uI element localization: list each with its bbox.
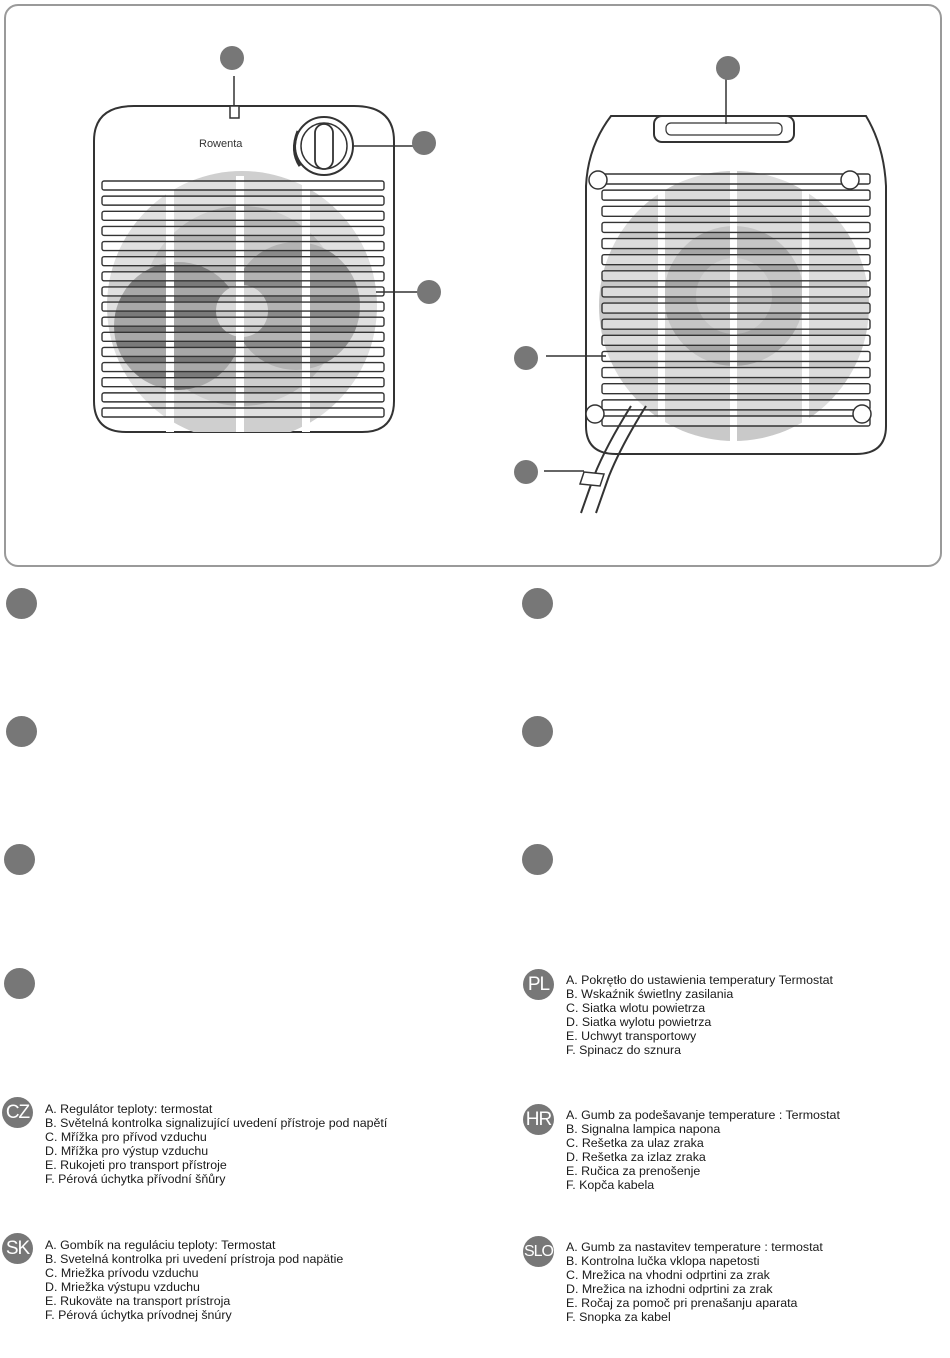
legend-item: A. Gumb za podešavanje temperature : Termostat [566, 1108, 840, 1122]
grille-slat [602, 351, 870, 361]
legend-item: B. Kontrolna lučka vklopa napetosti [566, 1254, 760, 1269]
grille-slat [102, 332, 384, 341]
legend-item: F. Snopka za kabel [566, 1310, 671, 1325]
callout-marker [514, 460, 538, 484]
language-badge [522, 716, 553, 747]
grille-slat [102, 408, 384, 417]
grille-slat [602, 222, 870, 232]
legend-item: C. Rešetka za ulaz zraka [566, 1136, 704, 1151]
language-badge [6, 588, 37, 619]
grille-slat [602, 255, 870, 265]
grille-slat [102, 257, 384, 266]
grille-slat [602, 190, 870, 200]
legend-item: E. Ročaj za pomoč pri prenašanju aparata [566, 1296, 798, 1311]
grille-slat [102, 363, 384, 372]
heater-back-view [544, 78, 886, 513]
legend-item: A. Gombík na reguláciu teploty: Termostat [45, 1238, 276, 1252]
legend-item: E. Uchwyt transportowy [566, 1029, 697, 1044]
brand-logo: Rowenta [199, 138, 243, 150]
legend-item: F. Kopča kabela [566, 1178, 655, 1193]
legend-item: A. Pokrętło do ustawienia temperatury Termostat [566, 973, 833, 987]
grille-slat [102, 181, 384, 190]
language-badge-hr: HR [523, 1104, 554, 1135]
grille-slat [602, 416, 870, 426]
callout-marker [417, 280, 441, 304]
callout-marker [220, 46, 244, 70]
grille-slat [602, 174, 870, 184]
grille-slat [102, 287, 384, 296]
legend-pl [566, 973, 833, 1058]
grille-slat [602, 400, 870, 410]
grille-slat [102, 378, 384, 387]
legend-item: D. Siatka wylotu powietrza [566, 1015, 712, 1030]
legend-item: D. Mrežica na izhodni odprtini za zrak [566, 1282, 773, 1297]
grille-slat [102, 226, 384, 235]
grille-slat [602, 271, 870, 281]
grille-slat [102, 196, 384, 205]
grille-slat [602, 319, 870, 329]
legend-item: B. Signalna lampica napona [566, 1122, 721, 1137]
grille-slat [102, 317, 384, 326]
language-badge-cz: CZ [2, 1097, 33, 1128]
legend-item: B. Světelná kontrolka signalizující uvedení přístroje pod napětí [45, 1116, 388, 1131]
grille-slat [602, 384, 870, 394]
legend-item: F. Pérová úchytka prívodnej šnúry [45, 1308, 232, 1323]
legend-item: E. Rukoväte na transport prístroja [45, 1294, 231, 1309]
heater-front-view [94, 76, 418, 441]
language-badge [522, 844, 553, 875]
legend-item: C. Mriežka prívodu vzduchu [45, 1266, 199, 1281]
language-badge-slo: SLO [523, 1236, 554, 1267]
legend-sk [45, 1238, 343, 1323]
callout-marker [412, 131, 436, 155]
legend-item: F. Spinacz do sznura [566, 1043, 682, 1058]
legend-item: A. Regulátor teploty: termostat [45, 1102, 213, 1116]
legend-hr [566, 1108, 840, 1193]
legend-item: C. Mřížka pro přívod vzduchu [45, 1130, 207, 1145]
callout-marker [716, 56, 740, 80]
callout-marker [514, 346, 538, 370]
legend-slo [566, 1240, 823, 1325]
legend-item: A. Gumb za nastavitev temperature : termostat [566, 1240, 823, 1254]
heater-diagram [6, 6, 942, 567]
legend-item: E. Rukojeti pro transport přístroje [45, 1158, 227, 1173]
language-badge-pl: PL [523, 969, 554, 1000]
legend-item: D. Rešetka za izlaz zraka [566, 1150, 706, 1165]
product-illustration [4, 4, 942, 567]
grille-slat [602, 303, 870, 313]
grille-slat [102, 302, 384, 311]
legend-item: C. Siatka wlotu powietrza [566, 1001, 706, 1016]
legend-item: D. Mriežka výstupu vzduchu [45, 1280, 200, 1295]
grille-slat [602, 368, 870, 378]
legend-item: C. Mrežica na vhodni odprtini za zrak [566, 1268, 770, 1283]
grille-slat [602, 287, 870, 297]
grille-slat [102, 347, 384, 356]
language-badge [6, 716, 37, 747]
grille-slat [102, 242, 384, 251]
grille-slat [102, 393, 384, 402]
grille-slat [602, 239, 870, 249]
legend-item: D. Mřížka pro výstup vzduchu [45, 1144, 209, 1159]
grille-slat [602, 335, 870, 345]
grille-slat [602, 206, 870, 216]
language-badge [522, 588, 553, 619]
language-badge-sk: SK [2, 1233, 33, 1264]
legend-cz [45, 1102, 387, 1187]
legend-item: E. Ručica za prenošenje [566, 1164, 701, 1179]
grille-slat [102, 211, 384, 220]
language-badge [4, 968, 35, 999]
language-badge [4, 844, 35, 875]
legend-item: B. Svetelná kontrolka pri uvedení prístroja pod napätie [45, 1252, 344, 1267]
legend-item: B. Wskaźnik świetlny zasilania [566, 987, 734, 1002]
grille-slat [102, 272, 384, 281]
legend-item: F. Pérová úchytka přívodní šňůry [45, 1172, 226, 1187]
